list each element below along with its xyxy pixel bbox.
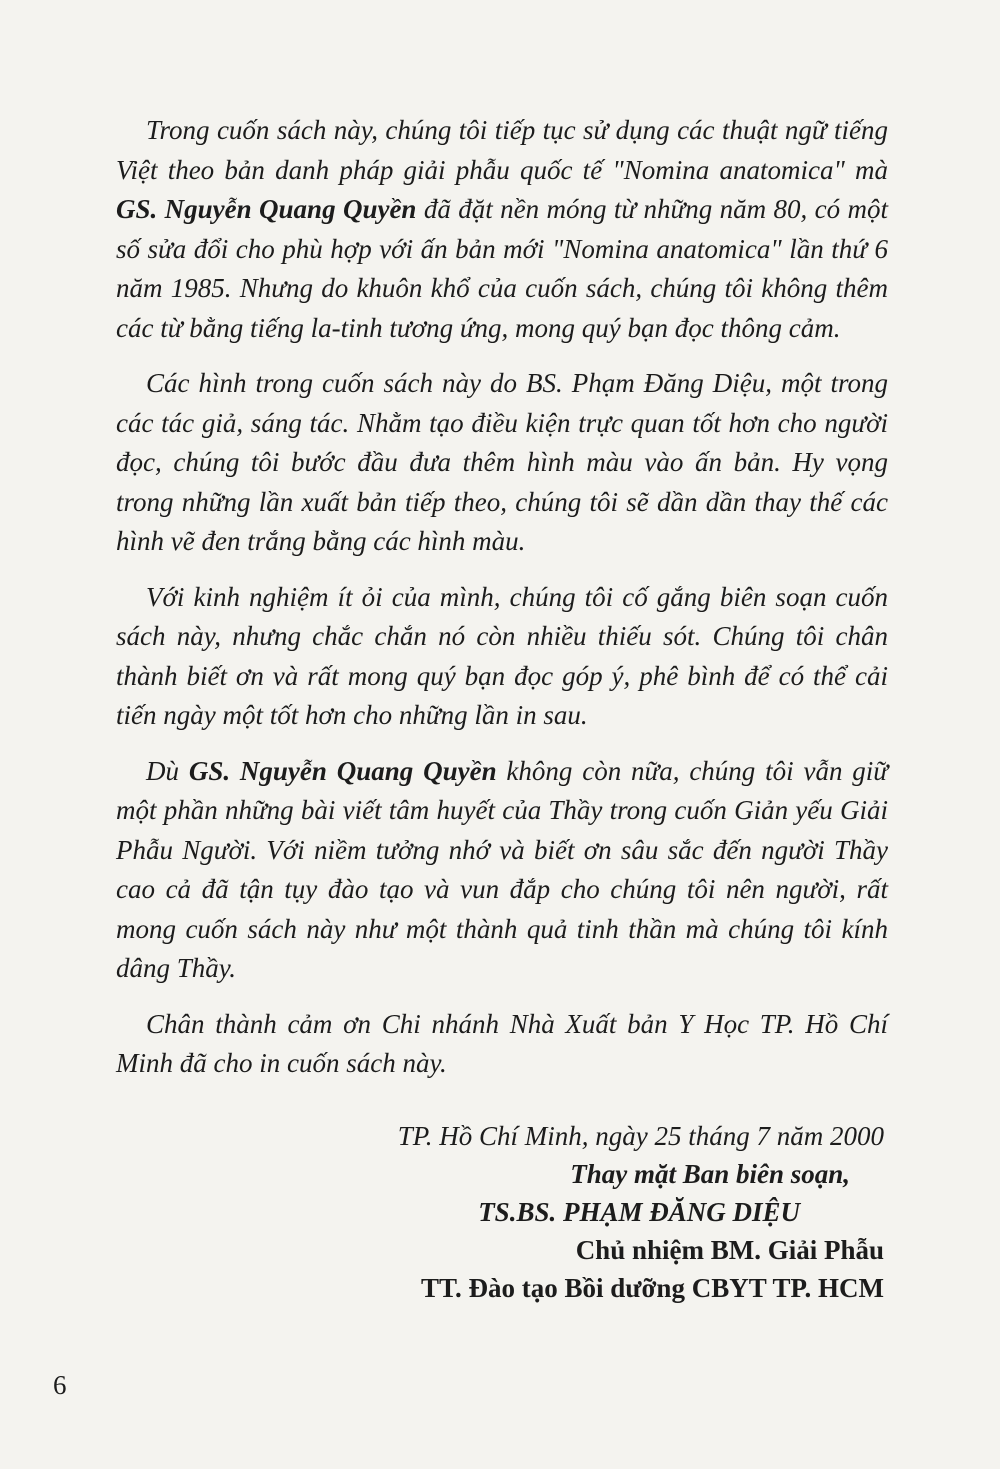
- paragraph-text: Chân thành cảm ơn Chi nhánh Nhà Xuất bản Y Học TP. Hồ Chí Minh đã cho in cuốn sách này.: [116, 1008, 888, 1078]
- body-text: [116, 111, 888, 1100]
- paragraph-text: đã đặt nền móng từ những năm 80, có một số sửa đổi cho phù hợp với ấn bản mới "Nomina anatomica" lần thứ 6 năm 1985. Nhưng do khuôn khổ của cuốn sách, chúng tôi không thêm các từ bằng tiếng la-tinh tương ứng, mong quý bạn đọc thông cảm.: [116, 194, 889, 343]
- paragraph: [116, 1005, 888, 1084]
- signatory-name: TS.BS. PHẠM ĐĂNG DIỆU: [478, 1197, 800, 1227]
- signature-block: [284, 1117, 884, 1307]
- place-date: TP. Hồ Chí Minh, ngày 25 tháng 7 năm 2000: [397, 1121, 884, 1151]
- paragraph: [116, 364, 888, 562]
- signatory-organization: TT. Đào tạo Bồi dưỡng CBYT TP. HCM: [421, 1273, 884, 1303]
- signature-role: Thay mặt Ban biên soạn,: [570, 1159, 850, 1189]
- paragraph-text: Trong cuốn sách này, chúng tôi tiếp tục sử dụng các thuật ngữ tiếng Việt theo bản danh pháp giải phẫu quốc tế "Nomina anatomica" mà: [116, 115, 888, 185]
- paragraph-text: không còn nữa, chúng tôi vẫn giữ một phần những bài viết tâm huyết của Thầy trong cuốn Giản yếu Giải Phẫu Người. Với niềm tưởng nhớ và biết ơn sâu sắc đến người Thầy cao cả đã tận tụy đào tạo và vun đắp cho chúng tôi nên người, rất mong cuốn sách này như một thành quả tinh thần mà chúng tôi kính dâng Thầy.: [116, 755, 888, 983]
- paragraph-text: Với kinh nghiệm ít ỏi của mình, chúng tôi cố gắng biên soạn cuốn sách này, nhưng chắc chắn nó còn nhiều thiếu sót. Chúng tôi chân thành biết ơn và rất mong quý bạn đọc góp ý, phê bình để có thể cải tiến ngày một tốt hơn cho những lần in sau.: [116, 581, 888, 730]
- page-number: 6: [53, 1370, 67, 1400]
- paragraph: [116, 578, 888, 736]
- paragraph-text: Dù: [146, 755, 189, 786]
- paragraph-text: Các hình trong cuốn sách này do BS. Phạm Đăng Diệu, một trong các tác giả, sáng tác. Nhằm tạo điều kiện trực quan tốt hơn cho người đọc, chúng tôi bước đầu đưa thêm hình màu vào ấn bản. Hy vọng trong những lần xuất bản tiếp theo, chúng tôi sẽ dần dần thay thế các hình vẽ đen trắng bằng các hình màu.: [116, 368, 888, 556]
- paragraph: [116, 111, 888, 348]
- signatory-position: Chủ nhiệm BM. Giải Phẫu: [575, 1235, 884, 1265]
- author-name-emphasis: GS. Nguyễn Quang Quyền: [116, 194, 417, 224]
- author-name-emphasis: GS. Nguyễn Quang Quyền: [188, 755, 497, 786]
- paragraph: [116, 752, 888, 989]
